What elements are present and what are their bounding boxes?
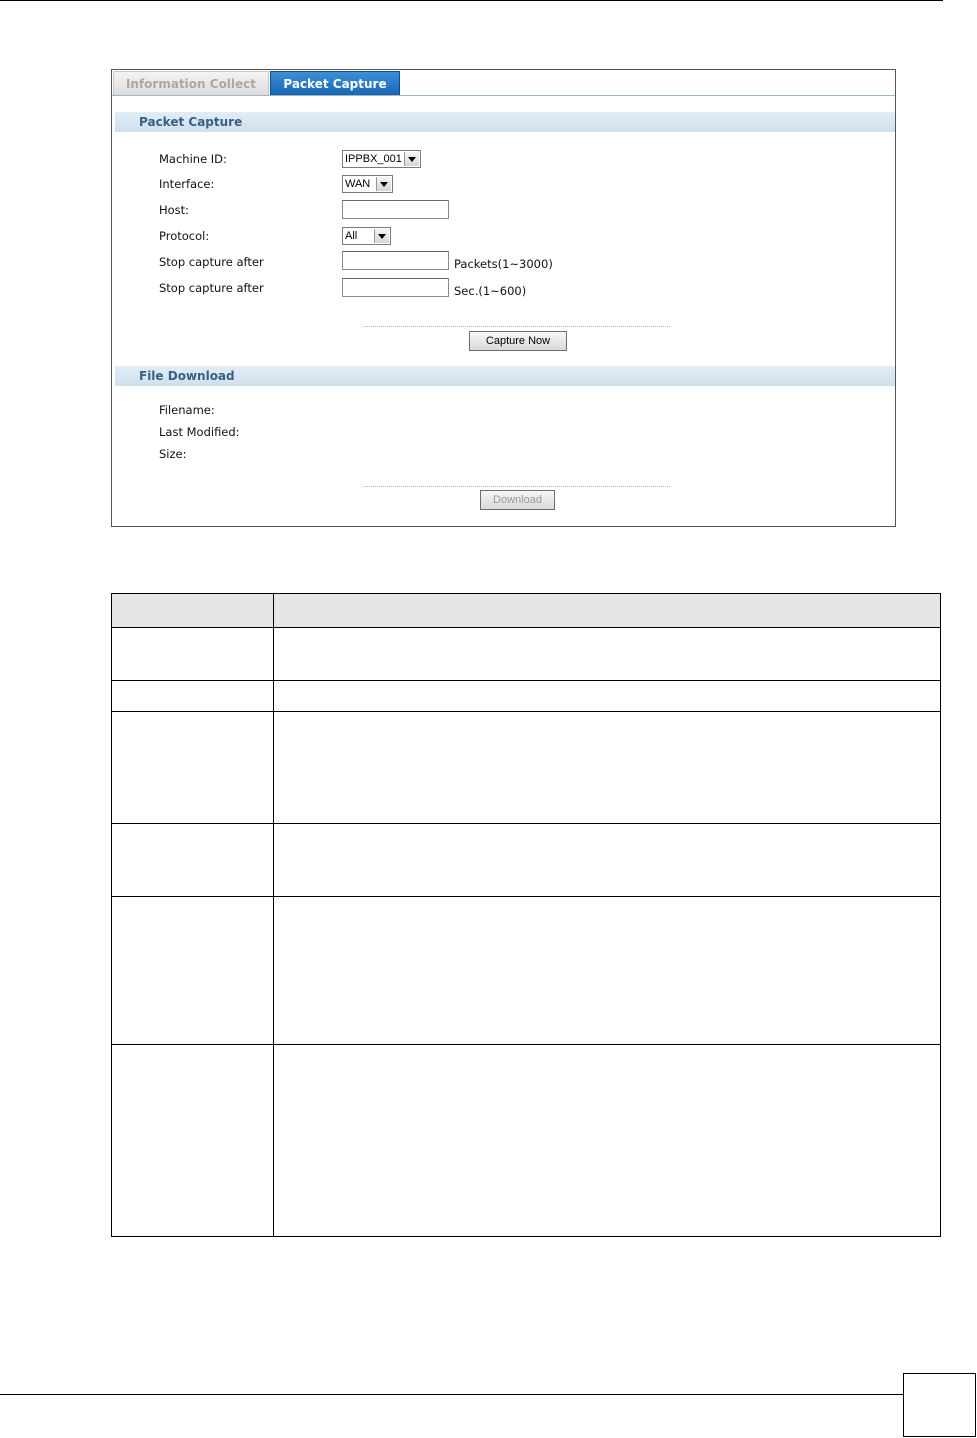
table-cell <box>112 628 274 681</box>
table-cell <box>112 712 274 824</box>
table-cell <box>112 897 274 1045</box>
table-header-cell <box>274 594 941 628</box>
chevron-down-icon <box>404 152 419 166</box>
section-title: File Download <box>139 369 235 383</box>
protocol-select[interactable] <box>342 227 391 245</box>
host-input[interactable] <box>342 200 449 219</box>
protocol-label: Protocol: <box>159 229 210 243</box>
size-label: Size: <box>159 447 187 461</box>
table-cell <box>274 1045 941 1237</box>
stop-seconds-label: Stop capture after <box>159 281 264 295</box>
machine-id-label: Machine ID: <box>159 152 227 166</box>
file-download-section-header <box>115 366 895 386</box>
separator <box>363 486 670 487</box>
table-cell <box>112 1045 274 1237</box>
table-cell <box>274 712 941 824</box>
table-cell <box>112 681 274 712</box>
table-row <box>112 1045 941 1237</box>
stop-seconds-input[interactable] <box>342 278 449 297</box>
description-table <box>111 593 941 1237</box>
filename-label: Filename: <box>159 403 215 417</box>
footer-rule <box>0 1394 903 1395</box>
tab-information-collect[interactable]: Information Collect <box>113 71 269 95</box>
table-row <box>112 897 941 1045</box>
packets-unit: Packets(1~3000) <box>454 257 553 271</box>
table-cell <box>274 897 941 1045</box>
header-rule <box>0 0 943 1</box>
chevron-down-icon <box>376 177 391 191</box>
table-row <box>112 824 941 897</box>
packet-capture-section-header <box>115 112 895 132</box>
table-row <box>112 628 941 681</box>
chevron-down-icon <box>374 229 389 243</box>
page-number-box <box>903 1373 976 1437</box>
interface-value: WAN <box>345 178 371 190</box>
table-cell <box>274 681 941 712</box>
table-cell <box>112 824 274 897</box>
interface-select[interactable] <box>342 175 393 193</box>
tab-bar <box>112 70 895 96</box>
table-header-cell <box>112 594 274 628</box>
interface-label: Interface: <box>159 177 215 191</box>
table-row <box>112 681 941 712</box>
machine-id-select[interactable] <box>342 150 421 168</box>
separator <box>363 326 670 327</box>
machine-id-value: IPPBX_001 <box>345 153 402 165</box>
table-cell <box>274 628 941 681</box>
stop-packets-label: Stop capture after <box>159 255 264 269</box>
packet-capture-screen <box>111 69 896 527</box>
seconds-unit: Sec.(1~600) <box>454 284 527 298</box>
download-button[interactable]: Download <box>480 490 555 510</box>
section-title: Packet Capture <box>139 115 243 129</box>
tab-packet-capture[interactable]: Packet Capture <box>270 71 400 95</box>
host-label: Host: <box>159 203 190 217</box>
last-modified-label: Last Modified: <box>159 425 240 439</box>
table-row <box>112 712 941 824</box>
protocol-value: All <box>345 230 358 242</box>
table-cell <box>274 824 941 897</box>
stop-packets-input[interactable] <box>342 251 449 270</box>
table-header-row <box>112 594 941 628</box>
capture-now-button[interactable]: Capture Now <box>469 331 567 351</box>
